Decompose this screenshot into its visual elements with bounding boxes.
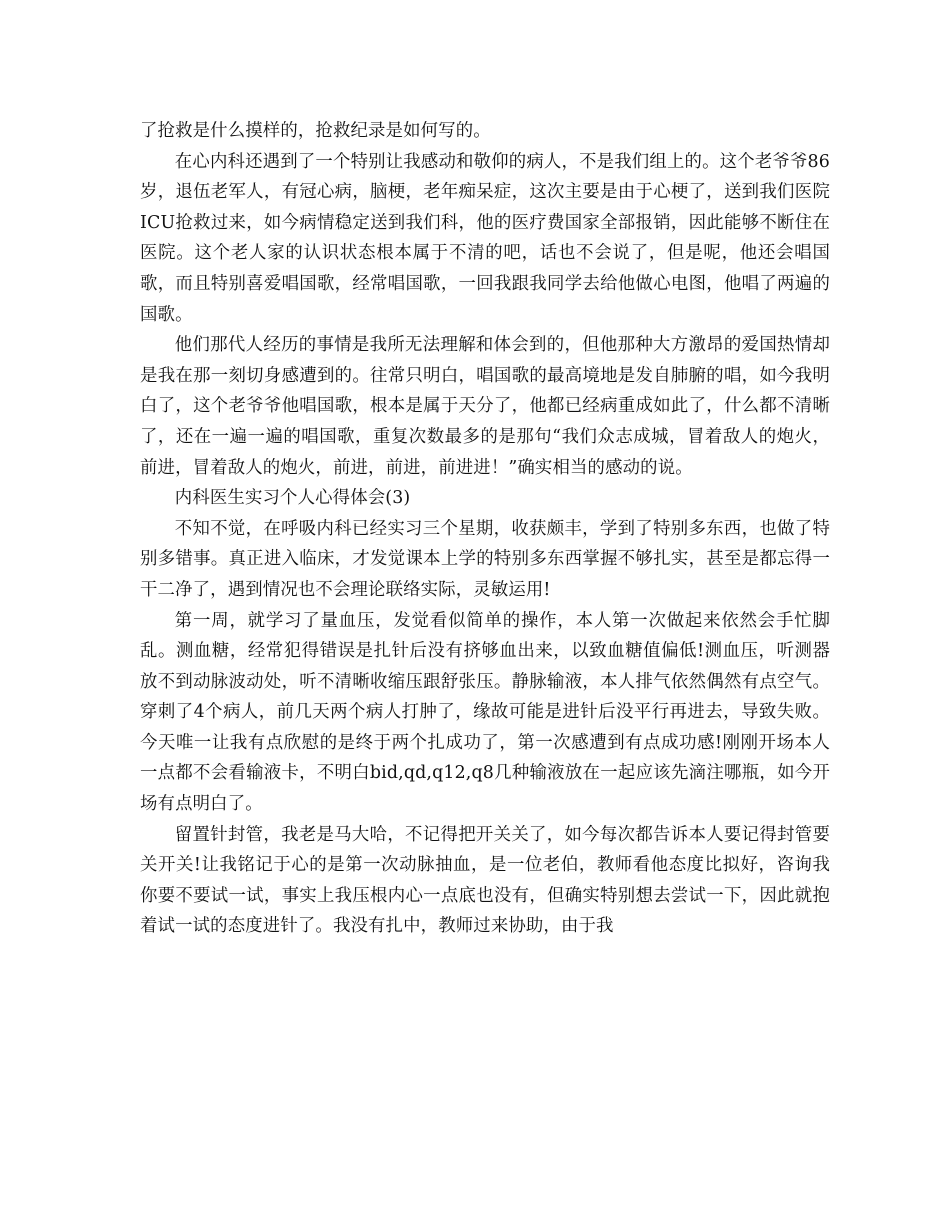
- paragraph: 在心内科还遇到了一个特别让我感动和敬仰的病人，不是我们组上的。这个老爷爷86岁，退伍老军人，有冠心病，脑梗，老年痴呆症，这次主要是由于心梗了，送到我们医院ICU抢救过来，如今病情稳定送到我们科，他的医疗费国家全部报销，因此能够不断住在医院。这个老人家的认识状态根本属于不清的吧，话也不会说了，但是呢，他还会唱国歌，而且特别喜爱唱国歌，经常唱国歌，一回我跟我同学去给他做心电图，他唱了两遍的国歌。: [140, 151, 830, 325]
- paragraph: 留置针封管，我老是马大哈，不记得把开关关了，如今每次都告诉本人要记得封管要关开关!让我铭记于心的是第一次动脉抽血，是一位老伯，教师看他态度比拟好，咨询我你要不要试一试，事实上我压根内心一点底也没有，但确实特别想去尝试一下，因此就抱着试一试的态度进针了。我没有扎中，教师过来协助，由于我: [140, 824, 830, 937]
- section-heading: 内科医生实习个人心得体会(3): [174, 488, 411, 509]
- paragraph: 第一周，就学习了量血压，发觉看似简单的操作，本人第一次做起来依然会手忙脚乱。测血糖，经常犯得错误是扎针后没有挤够血出来，以致血糖值偏低!测血压，听测器放不到动脉波动处，听不清晰收缩压跟舒张压。静脉输液，本人排气依然偶然有点空气。穿刺了4个病人，前几天两个病人打肿了，缘故可能是进针后没平行再进去，导致失败。今天唯一让我有点欣慰的是终于两个扎成功了，第一次感遭到有点成功感!刚刚开场本人一点都不会看输液卡，不明白bid,qd,q12,q8几种输液放在一起应该先滴注哪瓶，如今开场有点明白了。: [140, 610, 830, 815]
- document-body: [140, 116, 830, 942]
- paragraph: 他们那代人经历的事情是我所无法理解和体会到的，但他那种大方激昂的爱国热情却是我在那一刻切身感遭到的。往常只明白，唱国歌的最高境地是发自肺腑的唱，如今我明白了，这个老爷爷他唱国歌，根本是属于天分了，他都已经病重成如此了，什么都不清晰了，还在一遍一遍的唱国歌，重复次数最多的是那句“我们众志成城，冒着敌人的炮火，前进，冒着敌人的炮火，前进，前进，前进进！”确实相当的感动的说。: [140, 335, 830, 478]
- paragraph: 了抢救是什么摸样的，抢救纪录是如何写的。: [140, 121, 491, 141]
- paragraph: 不知不觉，在呼吸内科已经实习三个星期，收获颇丰，学到了特别多东西，也做了特别多错事。真正进入临床，才发觉课本上学的特别多东西掌握不够扎实，甚至是都忘得一干二净了，遇到情况也不会理论联络实际，灵敏运用!: [140, 518, 830, 600]
